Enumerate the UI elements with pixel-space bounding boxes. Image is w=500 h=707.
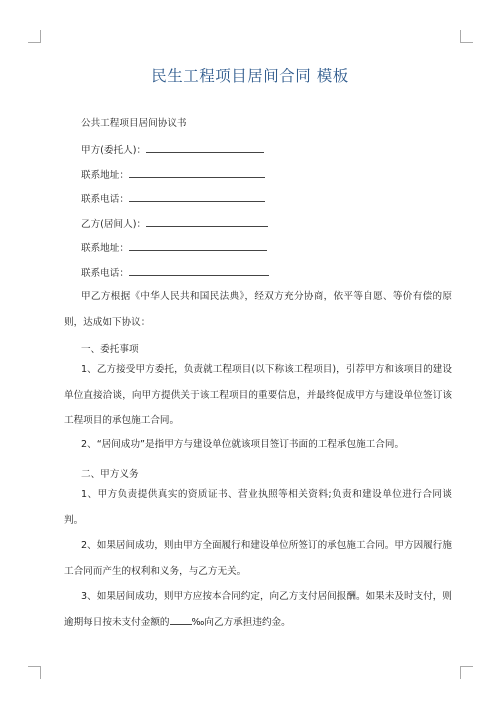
party-a-phone-label: 联系电话：	[81, 194, 129, 205]
party-b-field	[81, 216, 268, 231]
document-subtitle: 公共工程项目居间协议书	[81, 118, 187, 129]
section-1-heading: 一、委托事项	[81, 344, 139, 355]
intro-paragraph: 甲乙方根据《中华人民共和国民法典》，经双方充分协商，依平等自愿、等价有偿的原则，达成如下协议：	[64, 291, 452, 328]
party-b-address-field	[81, 240, 267, 255]
party-a-address-field	[81, 167, 265, 182]
party-a-phone-field	[81, 191, 265, 206]
party-b-phone-blank[interactable]	[129, 265, 269, 276]
section-1-clause-1: 1、乙方接受甲方委托，负责就工程项目(以下称该工程项目)，引荐甲方和该项目的建设单位直接洽谈，向甲方提供关于该工程项目的重要信息，并最终促成甲方与建设单位签订该工程项目的承包施工合同。	[64, 364, 452, 426]
clause-3-text-before: 3、如果居间成功，则甲方应按本合同约定，向乙方支付居间报酬。如果未及时支付，则逾期每日按未支付金额的	[64, 591, 452, 628]
party-a-field	[81, 142, 264, 157]
crop-mark-top-right	[460, 30, 473, 43]
crop-mark-bottom-right	[460, 666, 473, 679]
clause-3-text-after: ‰向乙方承担违约金。	[191, 616, 291, 628]
section-2-clause-3	[64, 584, 452, 635]
section-1-clause-2: 2、“居间成功”是指甲方与建设单位就该项目签订书面的工程承包施工合同。	[81, 439, 405, 450]
section-2-clause-2: 2、如果居间成功，则由甲方全面履行和建设单位所签订的承包施工合同。甲方因履行施工合同而产生的权利和义务，与乙方无关。	[64, 540, 452, 577]
party-b-address-label: 联系地址：	[81, 243, 129, 254]
party-a-address-blank[interactable]	[129, 167, 265, 178]
party-a-blank[interactable]	[146, 142, 264, 153]
party-a-phone-blank[interactable]	[129, 191, 265, 202]
section-2-clause-1: 1、甲方负责提供真实的资质证书、营业执照等相关资料;负责和建设单位进行合同谈判。	[64, 489, 452, 526]
penalty-rate-blank[interactable]	[170, 615, 192, 625]
crop-mark-top-left	[28, 30, 41, 43]
crop-mark-bottom-left	[28, 666, 41, 679]
party-a-address-label: 联系地址：	[81, 170, 129, 181]
party-b-label: 乙方(居间人)：	[81, 219, 147, 230]
party-b-blank[interactable]	[146, 216, 268, 227]
section-2-heading: 二、甲方义务	[81, 469, 139, 480]
party-b-address-blank[interactable]	[129, 240, 267, 251]
party-b-phone-label: 联系电话：	[81, 268, 129, 279]
party-a-label: 甲方(委托人)：	[81, 145, 147, 156]
party-b-phone-field	[81, 265, 269, 280]
document-title: 民生工程项目居间合同 模板	[151, 67, 349, 85]
